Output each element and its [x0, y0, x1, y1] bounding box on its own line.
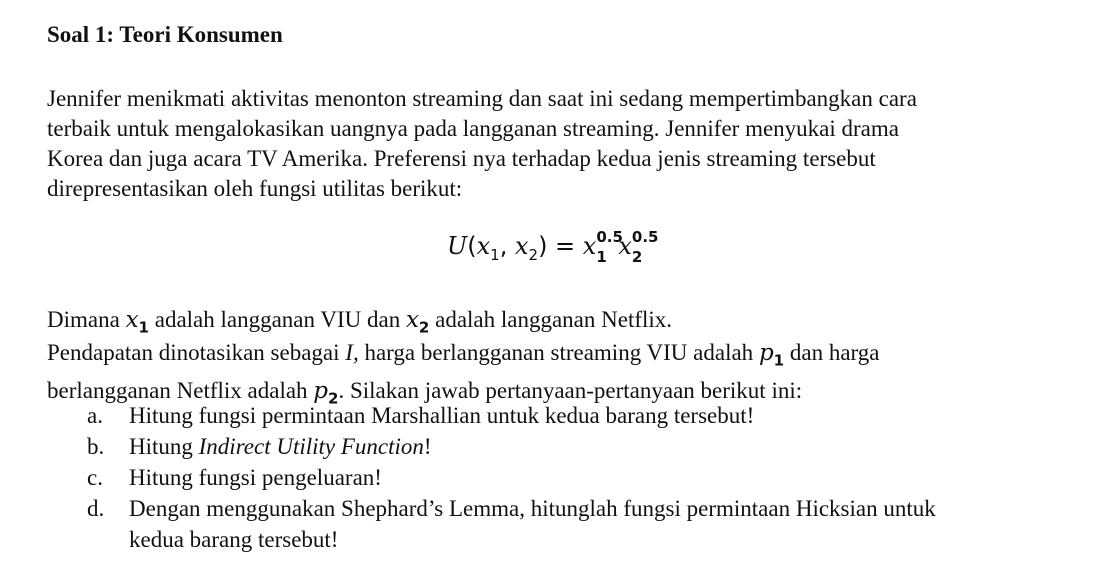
formula-sub: 1 — [596, 248, 607, 266]
math-subscript: 2 — [328, 389, 339, 408]
formula-exponent: 0.5 — [631, 228, 659, 246]
question-list — [87, 400, 1087, 555]
intro-line: terbaik untuk mengalokasikan uangnya pada langganan streaming. Jennifer menyukai drama — [47, 116, 899, 141]
formula-var: x — [582, 232, 597, 260]
income-text: dan harga — [784, 340, 880, 365]
question-text: Hitung fungsi pengeluaran! — [129, 465, 382, 490]
formula-sub: 2 — [631, 248, 643, 266]
math-symbol: x — [405, 307, 419, 333]
utility-formula: $U(x_1$, $x_2) = x$ 0.5 1 x 0.5 2 — [447, 228, 659, 266]
income-text: Pendapatan dinotasikan sebagai — [47, 340, 346, 365]
math-var — [125, 307, 149, 337]
definition-line — [47, 305, 1087, 343]
math-subscript: 1 — [138, 318, 149, 337]
list-item — [87, 462, 1087, 493]
question-text: Dengan menggunakan Shephard’s Lemma, hitunglah fungsi permintaan Hicksian untuk — [129, 496, 936, 521]
intro-line: direpresentasikan oleh fungsi utilitas berikut: — [47, 176, 463, 201]
formula-script-pair — [596, 228, 623, 266]
intro-line: Jennifer menikmati aktivitas menonton streaming dan saat ini sedang mempertimbangkan cara — [47, 86, 917, 111]
formula-var: x — [618, 232, 632, 260]
definition-text: adalah langganan VIU dan — [148, 307, 406, 332]
list-item — [87, 431, 1087, 462]
question-text: kedua barang tersebut! — [129, 527, 339, 552]
income-text: . Silakan jawab pertanyaan-pertanyaan berikut ini: — [338, 377, 803, 403]
math-var — [758, 340, 785, 370]
math-symbol: p — [758, 340, 774, 366]
definition-text: Dimana — [47, 307, 126, 332]
formula-var: x — [514, 232, 529, 260]
list-marker: d. — [87, 496, 105, 521]
definition-text: adalah langganan Netflix. — [429, 307, 673, 332]
income-text: berlangganan Netflix adalah — [47, 377, 314, 403]
list-item — [87, 493, 1087, 555]
question-text-part: ! — [423, 434, 432, 459]
formula-exponent: 0.5 — [596, 228, 623, 246]
question-text: Hitung fungsi permintaan Marshallian untuk kedua barang tersebut! — [129, 403, 755, 428]
list-item — [87, 400, 1087, 431]
formula-sub: 1 — [490, 245, 500, 264]
section-heading: Soal 1: Teori Konsumen — [47, 22, 283, 47]
definition-paragraph — [47, 305, 1087, 343]
formula-script-pair — [631, 228, 659, 266]
list-marker: b. — [87, 434, 105, 459]
income-text: harga berlangganan streaming VIU adalah — [358, 340, 759, 365]
intro-paragraph — [47, 84, 1087, 204]
math-symbol: p — [313, 377, 329, 404]
math-var — [405, 307, 430, 337]
math-symbol: x — [125, 307, 139, 333]
list-marker: c. — [87, 465, 103, 490]
formula-sub: 2 — [528, 245, 539, 264]
list-marker: a. — [87, 403, 103, 428]
question-text-part: Hitung — [129, 434, 199, 459]
income-line — [47, 338, 1087, 376]
math-subscript: 2 — [418, 318, 430, 337]
income-symbol: I, — [345, 340, 359, 365]
question-italic-term: Indirect Utility Function — [198, 434, 424, 459]
math-subscript: 1 — [773, 351, 785, 370]
intro-line: Korea dan juga acara TV Amerika. Preferensi nya terhadap kedua jenis streaming tersebut — [47, 146, 876, 171]
formula-var: x — [476, 232, 491, 260]
formula-function-name: U — [447, 232, 468, 260]
question-text — [129, 431, 1087, 462]
